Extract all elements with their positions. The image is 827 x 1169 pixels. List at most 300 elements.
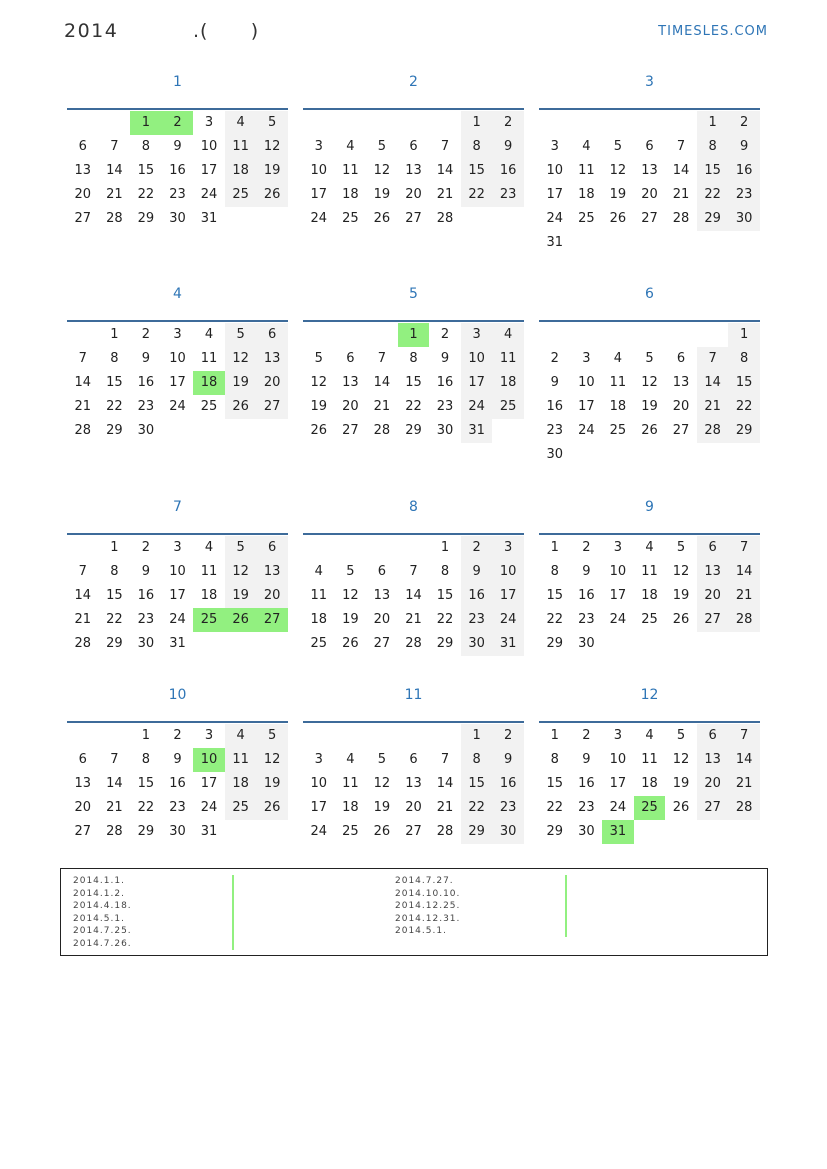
day-cell: 23: [546, 423, 564, 438]
holiday-note: 2014.7.26.: [73, 938, 132, 949]
day-cell: 19: [672, 588, 690, 603]
day-cell: 23: [169, 800, 186, 815]
day-cell: 7: [78, 564, 87, 579]
day-cell: 30: [169, 824, 186, 839]
day-cell: 14: [436, 163, 454, 178]
holiday-day-cell: 1: [130, 111, 162, 135]
day-cell: 13: [405, 776, 422, 791]
day-cell: 7: [110, 139, 119, 154]
day-cell: 16: [169, 163, 186, 178]
day-cell: 17: [169, 588, 186, 603]
day-cell: 4: [645, 728, 654, 743]
day-cell: 10: [609, 564, 627, 579]
day-cell: 25: [225, 183, 257, 207]
day-cell: 29: [137, 824, 155, 839]
holiday-day-cell: 31: [602, 820, 634, 844]
day-cell: 12: [672, 752, 690, 767]
day-cell: 10: [310, 163, 328, 178]
day-cell: 8: [461, 135, 493, 159]
day-cell: 24: [609, 800, 627, 815]
day-cell: 20: [405, 187, 422, 202]
day-cell: 29: [546, 636, 564, 651]
day-cell: 13: [641, 163, 658, 178]
day-cell: 28: [74, 423, 92, 438]
holiday-note: 2014.7.27.: [395, 876, 454, 886]
day-cell: 6: [697, 536, 729, 560]
day-cell: 16: [461, 584, 493, 608]
day-cell: 17: [578, 399, 595, 414]
day-cell: 2: [440, 327, 450, 342]
day-cell: 26: [672, 612, 690, 627]
day-cell: 16: [546, 399, 564, 414]
day-cell: 18: [342, 800, 359, 815]
day-cell: 10: [169, 351, 186, 366]
day-cell: 1: [110, 540, 119, 555]
day-cell: 12: [373, 776, 391, 791]
day-cell: 29: [106, 423, 123, 438]
day-cell: 21: [728, 772, 760, 796]
day-cell: 7: [377, 351, 387, 366]
day-cell: 14: [672, 163, 690, 178]
day-cell: 24: [461, 395, 493, 419]
day-cell: 6: [78, 752, 87, 767]
day-cell: 15: [697, 159, 729, 183]
day-cell: 18: [609, 399, 627, 414]
day-cell: 16: [492, 772, 524, 796]
day-cell: 31: [492, 632, 524, 656]
day-cell: 27: [74, 211, 92, 226]
day-cell: 17: [200, 776, 218, 791]
day-cell: 6: [256, 323, 288, 347]
day-cell: 21: [373, 399, 391, 414]
day-cell: 26: [310, 423, 328, 438]
day-cell: 25: [492, 395, 524, 419]
month-title: 7: [173, 499, 182, 515]
month-rule: [539, 721, 760, 723]
month-rule: [539, 533, 760, 535]
day-cell: 5: [676, 540, 686, 555]
day-cell: 13: [256, 347, 288, 371]
day-cell: 19: [672, 776, 690, 791]
day-cell: 6: [256, 536, 288, 560]
month-rule: [67, 533, 288, 535]
holiday-note: 2014.7.25.: [73, 926, 132, 937]
day-cell: 26: [672, 800, 690, 815]
day-cell: 4: [613, 351, 623, 366]
day-cell: 3: [204, 728, 214, 743]
day-cell: 3: [582, 351, 591, 366]
day-cell: 31: [169, 636, 186, 651]
day-cell: 30: [578, 636, 595, 651]
day-cell: 2: [492, 111, 524, 135]
day-cell: 13: [373, 588, 391, 603]
day-cell: 3: [314, 139, 323, 154]
day-cell: 7: [728, 724, 760, 748]
day-cell: 13: [74, 163, 92, 178]
day-cell: 28: [436, 211, 454, 226]
day-cell: 15: [436, 588, 454, 603]
day-cell: 11: [342, 163, 359, 178]
day-cell: 4: [645, 540, 654, 555]
day-cell: 20: [641, 187, 658, 202]
day-cell: 4: [225, 111, 257, 135]
day-cell: 8: [728, 347, 760, 371]
day-cell: 4: [204, 327, 214, 342]
day-cell: 11: [609, 375, 627, 390]
day-cell: 27: [641, 211, 658, 226]
day-cell: 9: [728, 135, 760, 159]
day-cell: 22: [728, 395, 760, 419]
day-cell: 28: [436, 824, 454, 839]
day-cell: 25: [609, 423, 627, 438]
day-cell: 6: [377, 564, 387, 579]
day-cell: 5: [645, 351, 654, 366]
day-cell: 2: [550, 351, 559, 366]
day-cell: 8: [110, 564, 119, 579]
day-cell: 24: [310, 211, 328, 226]
day-cell: 4: [582, 139, 591, 154]
month-rule: [67, 320, 288, 322]
day-cell: 8: [461, 748, 493, 772]
month-title: 12: [640, 687, 659, 703]
month-rule: [303, 721, 524, 723]
day-cell: 26: [373, 211, 391, 226]
day-cell: 3: [173, 327, 182, 342]
day-cell: 1: [461, 111, 493, 135]
day-cell: 10: [609, 752, 627, 767]
day-cell: 2: [461, 536, 493, 560]
day-cell: 10: [200, 139, 218, 154]
day-cell: 5: [676, 728, 686, 743]
day-cell: 30: [461, 632, 493, 656]
day-cell: 12: [672, 564, 690, 579]
month-rule: [303, 108, 524, 110]
day-cell: 23: [728, 183, 760, 207]
day-cell: 31: [200, 211, 218, 226]
day-cell: 25: [310, 636, 328, 651]
notes-divider-right: [565, 875, 567, 937]
day-cell: 10: [546, 163, 564, 178]
day-cell: 12: [256, 135, 288, 159]
day-cell: 12: [641, 375, 658, 390]
day-cell: 2: [582, 728, 591, 743]
day-cell: 14: [728, 560, 760, 584]
day-cell: 8: [697, 135, 729, 159]
day-cell: 5: [377, 752, 387, 767]
day-cell: 25: [342, 211, 359, 226]
month-rule: [539, 320, 760, 322]
day-cell: 26: [225, 395, 257, 419]
day-cell: 27: [342, 423, 359, 438]
day-cell: 5: [346, 564, 355, 579]
day-cell: 7: [110, 752, 119, 767]
day-cell: 21: [74, 612, 92, 627]
day-cell: 21: [436, 187, 454, 202]
month-rule: [303, 320, 524, 322]
day-cell: 9: [440, 351, 450, 366]
day-cell: 9: [173, 139, 182, 154]
day-cell: 26: [256, 183, 288, 207]
day-cell: 24: [546, 211, 564, 226]
day-cell: 13: [672, 375, 690, 390]
holiday-day-cell: 1: [398, 323, 430, 347]
day-cell: 13: [697, 560, 729, 584]
day-cell: 10: [492, 560, 524, 584]
holiday-notes-left: [73, 875, 132, 951]
day-cell: 18: [200, 588, 218, 603]
day-cell: 8: [141, 139, 151, 154]
day-cell: 24: [200, 800, 218, 815]
day-cell: 23: [492, 183, 524, 207]
day-cell: 7: [676, 139, 686, 154]
day-cell: 12: [256, 748, 288, 772]
day-cell: 29: [405, 423, 422, 438]
day-cell: 12: [225, 560, 257, 584]
day-cell: 5: [314, 351, 323, 366]
day-cell: 28: [106, 211, 123, 226]
day-cell: 3: [492, 536, 524, 560]
day-cell: 16: [137, 588, 155, 603]
holiday-day-cell: 18: [193, 371, 225, 395]
day-cell: 13: [342, 375, 359, 390]
day-cell: 29: [697, 207, 729, 231]
day-cell: 7: [409, 564, 418, 579]
day-cell: 9: [582, 564, 591, 579]
day-cell: 11: [225, 135, 257, 159]
day-cell: 20: [74, 187, 92, 202]
day-cell: 6: [697, 724, 729, 748]
day-cell: 30: [169, 211, 186, 226]
notes-divider-left: [232, 875, 234, 950]
day-cell: 27: [697, 796, 729, 820]
day-cell: 14: [373, 375, 391, 390]
day-cell: 15: [106, 588, 123, 603]
day-cell: 3: [613, 728, 623, 743]
day-cell: 5: [256, 724, 288, 748]
holiday-note: 2014.12.31.: [395, 913, 461, 924]
day-cell: 25: [641, 612, 658, 627]
holiday-note: 2014.5.1.: [73, 913, 125, 924]
holiday-day-cell: 10: [193, 748, 225, 772]
month-title: 4: [173, 286, 182, 302]
day-cell: 21: [697, 395, 729, 419]
day-cell: 17: [546, 187, 564, 202]
day-cell: 26: [641, 423, 658, 438]
day-cell: 3: [314, 752, 323, 767]
day-cell: 22: [436, 612, 454, 627]
day-cell: 13: [256, 560, 288, 584]
holiday-note: 2014.5.1.: [395, 926, 447, 937]
day-cell: 2: [492, 724, 524, 748]
day-cell: 29: [546, 824, 564, 839]
day-cell: 27: [405, 824, 422, 839]
month-rule: [67, 108, 288, 110]
day-cell: 11: [200, 351, 218, 366]
day-cell: 21: [74, 399, 92, 414]
day-cell: 24: [492, 608, 524, 632]
day-cell: 16: [728, 159, 760, 183]
day-cell: 12: [609, 163, 627, 178]
day-cell: 16: [137, 375, 155, 390]
holiday-note: 2014.12.25.: [395, 901, 461, 912]
holiday-day-cell: 25: [193, 608, 225, 632]
month-title: 11: [404, 687, 423, 703]
day-cell: 31: [200, 824, 218, 839]
day-cell: 5: [256, 111, 288, 135]
holiday-notes-box: [60, 868, 768, 956]
day-cell: 18: [225, 772, 257, 796]
holiday-day-cell: 2: [162, 111, 194, 135]
day-cell: 9: [173, 752, 182, 767]
day-cell: 20: [256, 371, 288, 395]
day-cell: 30: [137, 636, 155, 651]
day-cell: 19: [641, 399, 658, 414]
month-rule: [539, 108, 760, 110]
day-cell: 1: [440, 540, 450, 555]
holiday-note: 2014.1.1.: [73, 876, 125, 886]
day-cell: 7: [697, 347, 729, 371]
day-cell: 23: [137, 399, 155, 414]
day-cell: 31: [546, 235, 564, 250]
day-cell: 28: [373, 423, 391, 438]
day-cell: 4: [492, 323, 524, 347]
day-cell: 2: [141, 327, 151, 342]
day-cell: 29: [106, 636, 123, 651]
day-cell: 18: [641, 776, 658, 791]
day-cell: 4: [204, 540, 214, 555]
day-cell: 25: [342, 824, 359, 839]
day-cell: 15: [461, 772, 493, 796]
day-cell: 29: [436, 636, 454, 651]
day-cell: 4: [225, 724, 257, 748]
day-cell: 15: [137, 163, 155, 178]
brand-link[interactable]: TIMESLES.COM: [658, 24, 768, 39]
day-cell: 20: [405, 800, 422, 815]
holiday-notes-right: [395, 875, 460, 938]
day-cell: 19: [373, 187, 391, 202]
day-cell: 23: [169, 187, 186, 202]
day-cell: 19: [256, 772, 288, 796]
day-cell: 19: [225, 371, 257, 395]
day-cell: 22: [106, 399, 123, 414]
day-cell: 14: [74, 588, 92, 603]
day-cell: 9: [550, 375, 559, 390]
month-title: 2: [409, 74, 418, 90]
day-cell: 2: [141, 540, 151, 555]
day-cell: 22: [106, 612, 123, 627]
day-cell: 9: [141, 351, 151, 366]
day-cell: 27: [405, 211, 422, 226]
day-cell: 20: [697, 772, 729, 796]
day-cell: 28: [672, 211, 690, 226]
day-cell: 10: [169, 564, 186, 579]
day-cell: 19: [609, 187, 627, 202]
day-cell: 6: [676, 351, 686, 366]
day-cell: 24: [310, 824, 328, 839]
day-cell: 17: [310, 187, 328, 202]
day-cell: 30: [546, 447, 564, 462]
day-cell: 7: [78, 351, 87, 366]
day-cell: 6: [409, 139, 418, 154]
day-cell: 12: [225, 347, 257, 371]
day-cell: 12: [373, 163, 391, 178]
day-cell: 7: [440, 752, 450, 767]
day-cell: 4: [314, 564, 323, 579]
day-cell: 25: [200, 399, 218, 414]
page-title-year: 2014: [64, 20, 119, 42]
day-cell: 1: [110, 327, 119, 342]
day-cell: 22: [461, 796, 493, 820]
day-cell: 18: [578, 187, 595, 202]
day-cell: 1: [697, 111, 729, 135]
day-cell: 22: [546, 800, 564, 815]
day-cell: 19: [256, 159, 288, 183]
day-cell: 30: [436, 423, 454, 438]
day-cell: 8: [550, 564, 559, 579]
day-cell: 6: [645, 139, 654, 154]
day-cell: 28: [728, 608, 760, 632]
day-cell: 11: [225, 748, 257, 772]
day-cell: 27: [373, 636, 391, 651]
day-cell: 21: [436, 800, 454, 815]
day-cell: 24: [609, 612, 627, 627]
day-cell: 28: [106, 824, 123, 839]
day-cell: 30: [492, 820, 524, 844]
day-cell: 6: [78, 139, 87, 154]
day-cell: 19: [310, 399, 328, 414]
day-cell: 9: [582, 752, 591, 767]
day-cell: 17: [609, 588, 627, 603]
day-cell: 23: [578, 612, 595, 627]
month-title: 9: [645, 499, 654, 515]
day-cell: 8: [409, 351, 418, 366]
day-cell: 23: [137, 612, 155, 627]
day-cell: 2: [582, 540, 591, 555]
day-cell: 5: [613, 139, 623, 154]
day-cell: 1: [550, 728, 559, 743]
day-cell: 20: [256, 584, 288, 608]
day-cell: 18: [641, 588, 658, 603]
day-cell: 27: [697, 608, 729, 632]
day-cell: 3: [613, 540, 623, 555]
day-cell: 19: [225, 584, 257, 608]
day-cell: 31: [461, 419, 493, 443]
day-cell: 11: [492, 347, 524, 371]
day-cell: 18: [342, 187, 359, 202]
month-rule: [67, 721, 288, 723]
day-cell: 13: [697, 748, 729, 772]
day-cell: 16: [578, 776, 595, 791]
day-cell: 17: [492, 584, 524, 608]
day-cell: 3: [204, 115, 214, 130]
day-cell: 25: [225, 796, 257, 820]
day-cell: 17: [461, 371, 493, 395]
day-cell: 5: [225, 323, 257, 347]
day-cell: 28: [728, 796, 760, 820]
day-cell: 15: [405, 375, 422, 390]
day-cell: 15: [546, 588, 564, 603]
day-cell: 16: [436, 375, 454, 390]
day-cell: 11: [641, 752, 658, 767]
day-cell: 11: [310, 588, 328, 603]
day-cell: 23: [461, 608, 493, 632]
month-title: 3: [645, 74, 654, 90]
day-cell: 2: [173, 728, 182, 743]
day-cell: 16: [578, 588, 595, 603]
day-cell: 21: [672, 187, 690, 202]
month-title: 10: [168, 687, 187, 703]
day-cell: 23: [492, 796, 524, 820]
